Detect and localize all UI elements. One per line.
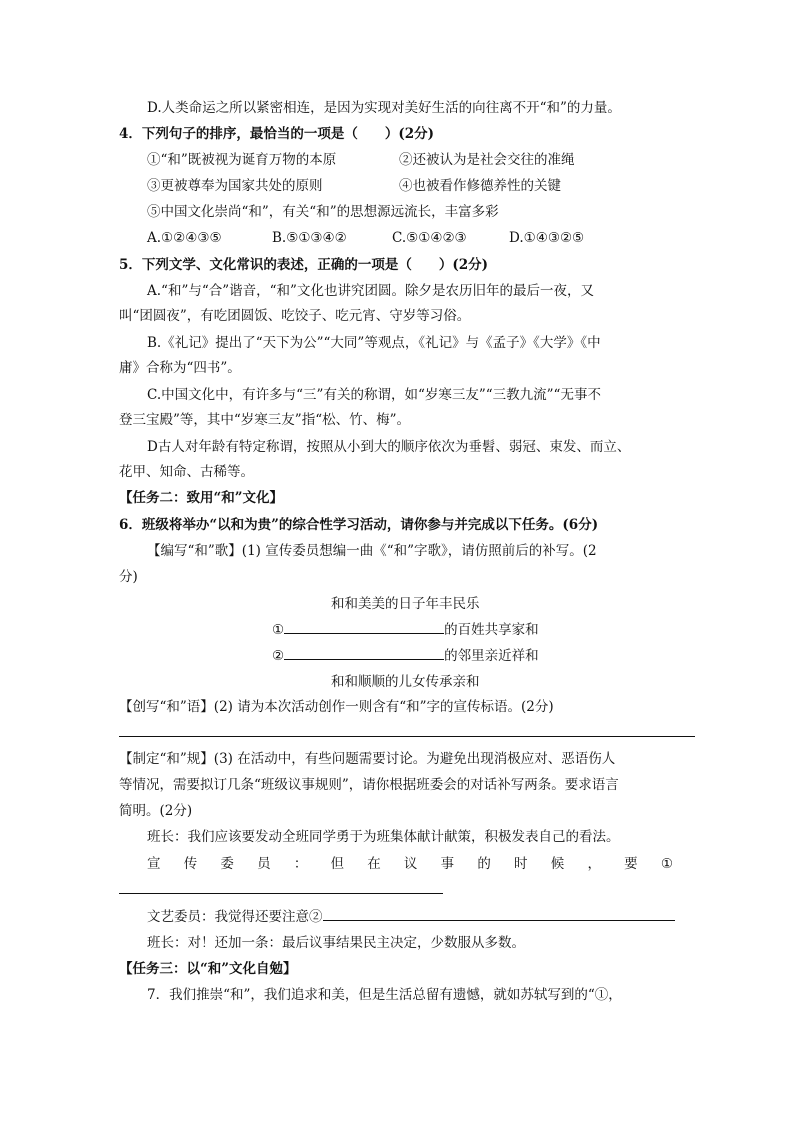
- q4-option-b: B.⑤①③④②: [272, 230, 347, 246]
- song-line-2-mark: ①: [272, 622, 285, 638]
- propaganda-char: 宣: [147, 856, 161, 872]
- q5-option-c-line1: C.中国文化中，有许多与“三”有关的称谓，如“岁寒三友”“三教九流”“无事不: [147, 387, 601, 403]
- song-line-3-tail: 的邻里亲近祥和: [444, 648, 539, 664]
- slogan-answer-line[interactable]: [119, 736, 695, 737]
- task2-title: 【任务二：致用“和”文化】: [119, 490, 284, 506]
- arts-answer-blank[interactable]: [323, 908, 675, 921]
- q4-sentence-2: ②还被认为是社会交往的准绳: [399, 152, 575, 168]
- q4-option-c: C.⑤①④②③: [392, 230, 467, 246]
- q4-sentence-3: ③更被尊奉为国家共处的原则: [147, 178, 323, 194]
- propaganda-char: 但: [330, 856, 345, 872]
- propaganda-char: 议: [403, 856, 418, 872]
- q5-option-b-line2: 庸》合称为“四书”。: [119, 360, 241, 376]
- q6-part3-line2: 等情况，需要拟订几条“班级议事规则”，请你根据班委会的对话补写两条。要求语言: [119, 777, 619, 793]
- propaganda-char: 在: [367, 856, 381, 872]
- q6-part3-line3: 简明。(2分): [119, 803, 193, 819]
- song-line-1: 和和美美的日子年丰民乐: [331, 596, 480, 612]
- song-line-3-mark: ②: [272, 648, 285, 664]
- song-blank-2[interactable]: [284, 647, 444, 660]
- propaganda-char: 时: [514, 856, 528, 872]
- q6-part2: 【创写“和”语】(2) 请为本次活动创作一则含有“和”字的宣传标语。(2分): [119, 699, 554, 715]
- propaganda-char: 要: [624, 856, 638, 872]
- q4-sentence-5: ⑤中国文化崇尚“和”，有关“和”的思想源远流长，丰富多彩: [147, 204, 499, 220]
- propaganda-char: 委: [220, 856, 234, 872]
- q6-part1-line1: 【编写“和”歌】(1) 宣传委员想编一曲《“和”字歌》，请仿照前后的补写。(2: [147, 543, 597, 559]
- q6-part3-line1: 【制定“和”规】(3) 在活动中，有些问题需要讨论。为避免出现消极应对、恶语伤人: [119, 751, 616, 767]
- q5-option-d-line1: D古人对年龄有特定称谓，按照从小到大的顺序依次为垂髫、弱冠、束发、而立、: [147, 439, 631, 455]
- q3-option-d: D.人类命运之所以紧密相连，是因为实现对美好生活的向往离不开“和”的力量。: [147, 100, 621, 116]
- propaganda-char: 的: [477, 856, 491, 872]
- propaganda-char: 员: [257, 856, 271, 872]
- propaganda-char: 传: [183, 856, 198, 872]
- q6-part1-line2: 分): [119, 569, 138, 585]
- q7-line: 7．我们推崇“和”，我们追求和美，但是生活总留有遗憾，就如苏轼写到的“①，: [147, 987, 622, 1003]
- propaganda-answer-line[interactable]: [119, 893, 443, 894]
- monitor-dialogue-1: 班长：我们应该要发动全班同学勇于为班集体献计献策，积极发表自己的看法。: [147, 829, 620, 845]
- song-line-4: 和和顺顺的儿女传承亲和: [331, 674, 480, 690]
- q4-stem: 4．下列句子的排序，最恰当的一项是（ ）(2分): [119, 126, 435, 142]
- song-line-2: [272, 621, 539, 639]
- propaganda-char: 事: [440, 856, 455, 872]
- arts-dialogue-text: 文艺委员：我觉得还要注意②: [147, 909, 323, 925]
- task3-title: 【任务三：以“和”文化自勉】: [119, 961, 297, 977]
- arts-dialogue: [147, 908, 675, 926]
- song-line-3: [272, 647, 539, 665]
- q4-option-d: D.①④③②⑤: [509, 230, 585, 246]
- q5-stem: 5．下列文学、文化常识的表述，正确的一项是（ ）(2分): [119, 257, 489, 273]
- q5-option-b-line1: B.《礼记》提出了“天下为公”“大同”等观点，《礼记》与《孟子》《大学》《中: [147, 335, 601, 351]
- propaganda-char: ①: [660, 856, 673, 872]
- q5-option-a-line2: 叫“团圆夜”，有吃团圆饭、吃饺子、吃元宵、守岁等习俗。: [119, 308, 471, 324]
- propaganda-char: ，: [587, 856, 601, 872]
- song-line-2-tail: 的百姓共享家和: [444, 622, 539, 638]
- q4-sentence-4: ④也被看作修德养性的关键: [399, 178, 561, 194]
- q6-stem: 6．班级将举办“以和为贵”的综合性学习活动，请你参与并完成以下任务。(6分): [119, 517, 599, 533]
- q5-option-a-line1: A.“和”与“合”谐音，“和”文化也讲究团圆。除夕是农历旧年的最后一夜，又: [147, 283, 594, 299]
- q4-sentence-1: ①“和”既被视为诞育万物的本原: [147, 152, 337, 168]
- monitor-dialogue-2: 班长：对！还加一条：最后议事结果民主决定，少数服从多数。: [147, 935, 525, 951]
- q5-option-c-line2: 登三宝殿”等，其中“岁寒三友”指“松、竹、梅”。: [119, 412, 411, 428]
- song-blank-1[interactable]: [284, 621, 444, 634]
- propaganda-char: ：: [293, 856, 308, 872]
- q5-option-d-line2: 花甲、知命、古稀等。: [119, 464, 254, 480]
- q4-option-a: A.①②④③⑤: [147, 230, 222, 246]
- propaganda-dialogue: [147, 855, 673, 873]
- propaganda-char: 候: [550, 856, 565, 872]
